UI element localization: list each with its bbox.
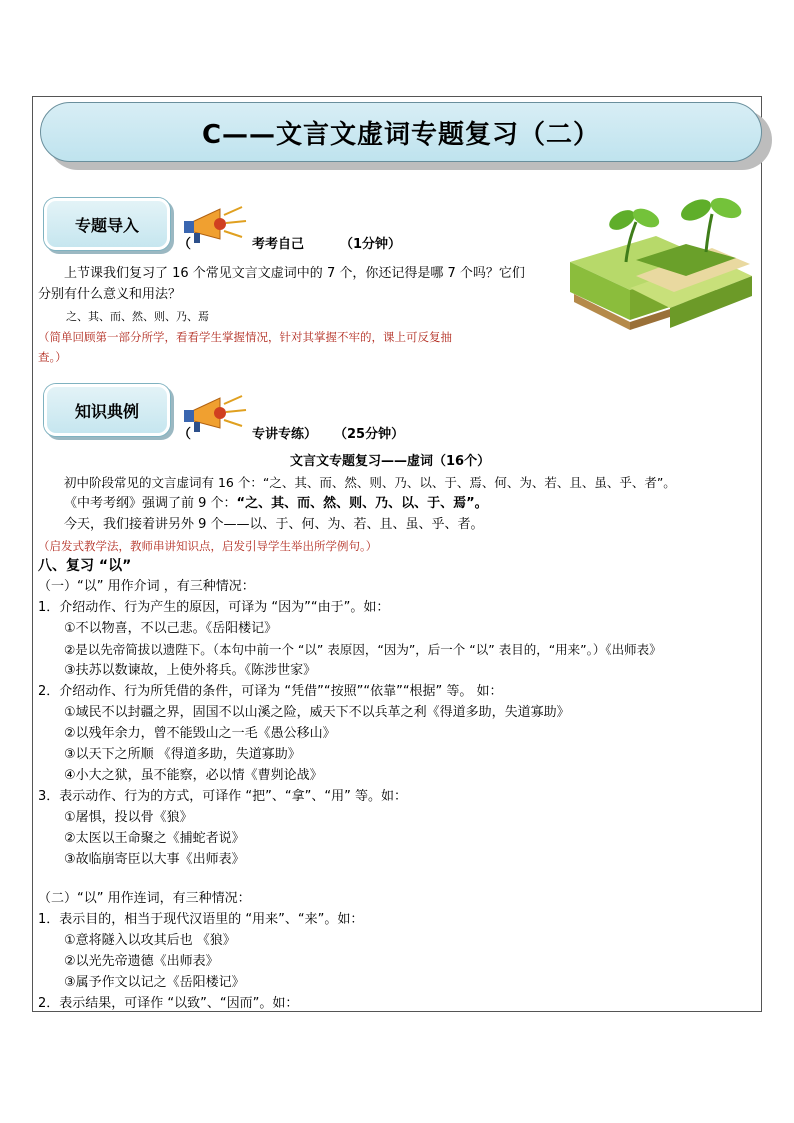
paragraph-2: 《中考考纲》强调了前 9 个：“之、其、而、然、则、乃、以、于、焉”。: [64, 496, 488, 511]
teacher-note: （简单回顾第一部分所学，看看学生掌握情况，针对其掌握不牢的，课上可反复抽: [38, 330, 452, 344]
example: ③故临崩寄臣以大事《出师表》: [64, 852, 245, 867]
example: ③以天下之所顺 《得道多助，失道寡助》: [64, 747, 301, 762]
part-heading: 八、复习 “以”: [38, 558, 132, 574]
word-list: 之、其、而、然、则、乃、焉: [66, 310, 209, 323]
example: ③扶苏以数谏故，上使外将兵。《陈涉世家》: [64, 663, 317, 678]
example: ②太医以王命聚之《捕蛇者说》: [64, 831, 245, 846]
subsection-1: （一）“以” 用作介词 ，有三种情况：: [38, 579, 255, 594]
paragraph-1: 初中阶段常见的文言虚词有 16 个：“之、其、而、然、则、乃、以、于、焉、何、为、若、且、虽、乎、者”。: [64, 475, 676, 490]
teacher-note-cont: 查。）: [38, 350, 67, 364]
rule-4: 1．表示目的，相当于现代汉语里的 “用来”、“来”。如：: [38, 912, 364, 927]
section-label-knowledge: 知识典例: [44, 384, 170, 436]
sub-open: （: [178, 237, 192, 252]
example: ①域民不以封疆之界，固国不以山溪之险，威天下不以兵革之利《得道多助，失道寡助》: [64, 705, 570, 720]
sub-open: （: [178, 427, 192, 442]
example: ②是以先帝简拔以遗陛下。（本句中前一个 “以” 表原因，“因为”，后一个 “以” 表目的，“用来”。）《出师表》: [64, 642, 662, 657]
section-label-intro: 专题导入: [44, 198, 170, 250]
example: ①不以物喜，不以己悲。《岳阳楼记》: [64, 621, 278, 636]
paragraph-3: 今天，我们接着讲另外 9 个——以、于、何、为、若、且、虽、乎、者。: [64, 517, 484, 532]
rule-2: 2．介绍动作、行为所凭借的条件，可译为 “凭借”“按照”“依靠”“根据” 等。 如：: [38, 684, 503, 699]
sub-time: （25分钟）: [334, 427, 405, 442]
example: ②以残年余力，曾不能毁山之一毛《愚公移山》: [64, 726, 336, 741]
intro-line-2: 分别有什么意义和用法？: [38, 287, 182, 302]
example: ②以光先帝遗德《出师表》: [64, 954, 219, 969]
section-heading: 文言文专题复习——虚词（16个）: [290, 454, 491, 469]
rule-1: 1．介绍动作、行为产生的原因，可译为 “因为”“由于”。如：: [38, 600, 390, 615]
books-sprout-image: [566, 192, 756, 342]
sub-time: （1分钟）: [340, 237, 402, 252]
sub-title: 专讲专练）: [252, 427, 318, 442]
sub-title: 考考自己: [252, 237, 305, 252]
rule-3: 3．表示动作、行为的方式，可译作 “把”、“拿”、“用” 等。如：: [38, 789, 407, 804]
rule-5: 2．表示结果，可译作 “以致”、“因而”。如：: [38, 996, 299, 1011]
teacher-note: （启发式教学法，教师串讲知识点，启发引导学生举出所学例句。）: [38, 539, 378, 553]
example: ④小大之狱，虽不能察，必以情《曹刿论战》: [64, 768, 323, 783]
example: ③属予作文以记之《岳阳楼记》: [64, 975, 245, 990]
page-title: C——文言文虚词专题复习（二）: [40, 102, 762, 162]
example: ①屠惧，投以骨《狼》: [64, 810, 193, 825]
intro-line-1: 上节课我们复习了 16 个常见文言文虚词中的 7 个，你还记得是哪 7 个吗？它们: [64, 266, 525, 281]
subsection-2: （二）“以” 用作连词，有三种情况：: [38, 891, 251, 906]
example: ①意将隧入以攻其后也 《狼》: [64, 933, 236, 948]
